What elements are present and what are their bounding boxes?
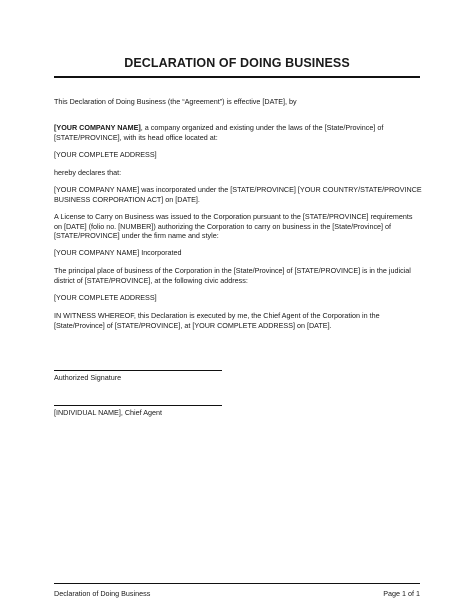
principal-place-paragraph: The principal place of business of the Corporation in the [State/Province] of [STATE/PROVINCE] is in the judicial district of [STATE/PROVINCE], at the following civic address: [54,266,411,285]
footer-divider [54,583,420,584]
firm-name: [YOUR COMPANY NAME] Incorporated [54,248,182,257]
title-divider [54,76,420,78]
company-name-placeholder: [YOUR COMPANY NAME] [54,123,141,132]
hereby-declares: hereby declares that: [54,168,122,177]
witness-paragraph: IN WITNESS WHEREOF, this Declaration is executed by me, the Chief Agent of the Corporation in the [State/Province] of [STATE/PROVINCE], at [YOUR COMPLETE ADDRESS] on [DATE]. [54,311,380,330]
footer-document-name: Declaration of Doing Business [54,589,151,598]
document-title: DECLARATION OF DOING BUSINESS [124,56,350,70]
license-paragraph: A License to Carry on Business was issued to the Corporation pursuant to the [STATE/PROVINCE] requirements on [DATE] (folio no. [NUMBER]) authorizing the Corporation to carry on business in the [State/Province] of [STATE/PROVINCE] under the firm name and style: [54,212,413,241]
company-description: , a company organized and existing under the laws of the [State/Province] of [STATE/PROVINCE], with its head office located at: [54,123,384,142]
intro-paragraph: This Declaration of Doing Business (the “Agreement”) is effective [DATE], by [54,97,297,106]
authorized-signature-label: Authorized Signature [54,373,122,382]
company-paragraph [54,123,422,142]
civic-address: [YOUR COMPLETE ADDRESS] [54,293,157,302]
incorporation-paragraph: [YOUR COMPANY NAME] was incorporated under the [STATE/PROVINCE] [YOUR COUNTRY/STATE/PROVINCE BUSINESS CORPORATION ACT] on [DATE]. [54,185,422,204]
authorized-signature-line [54,370,222,371]
agent-signature-line [54,405,222,406]
head-office-address: [YOUR COMPLETE ADDRESS] [54,150,157,159]
footer-page-number: Page 1 of 1 [383,589,420,598]
chief-agent-label: [INDIVIDUAL NAME], Chief Agent [54,408,162,417]
